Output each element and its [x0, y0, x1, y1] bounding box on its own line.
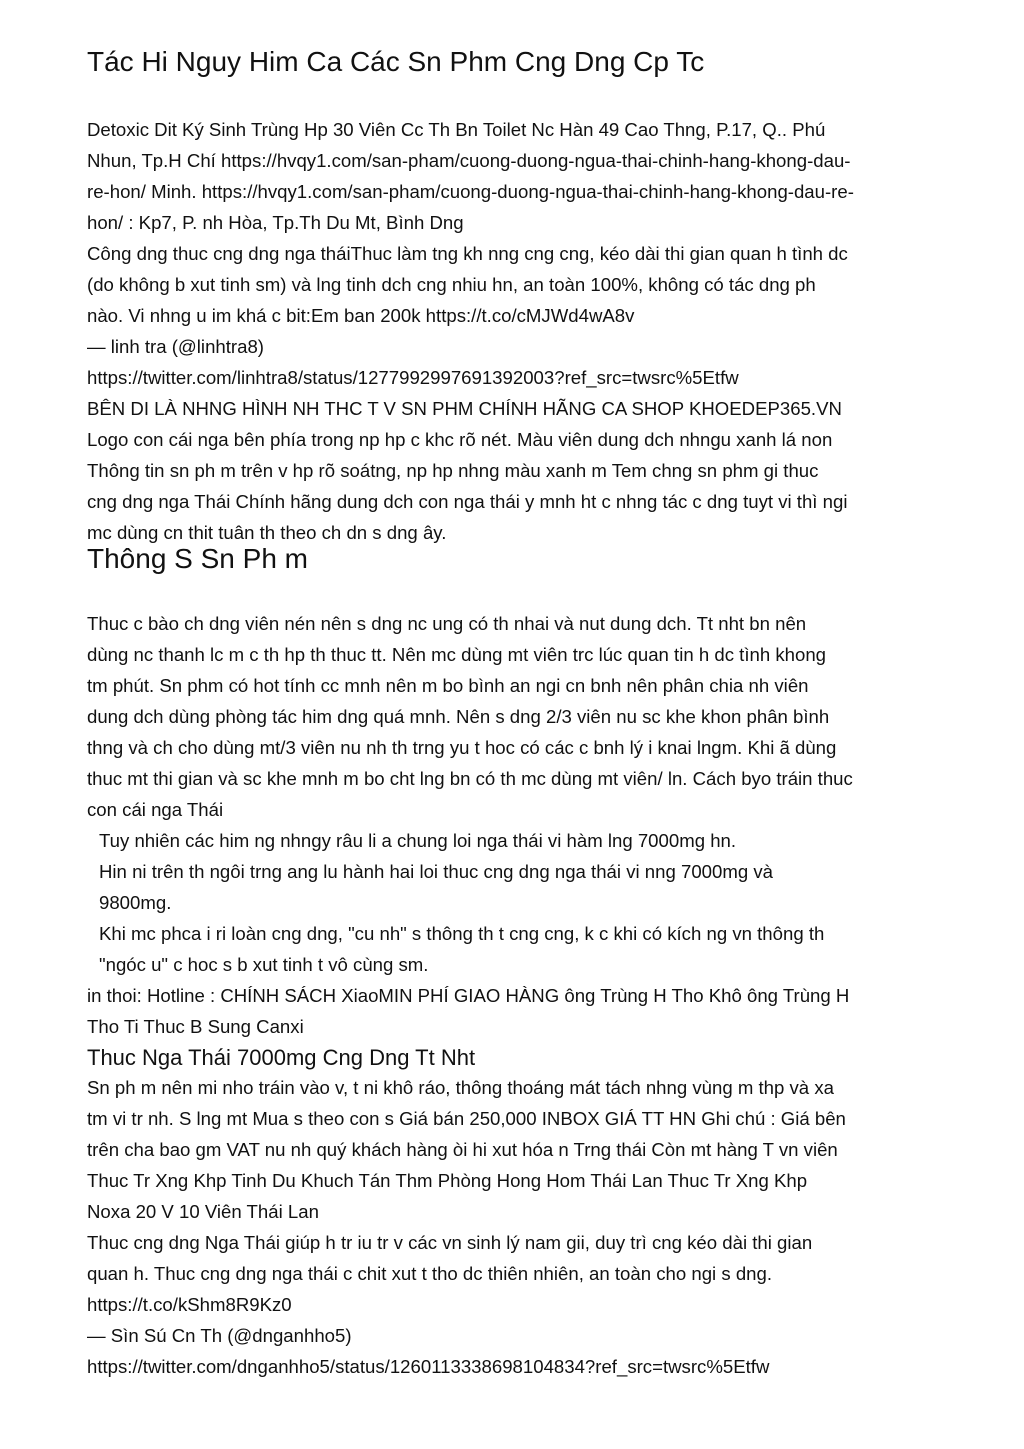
text-line: Nhun, Tp.H Chí https://hvqy1.com/san-pham/cuong-duong-ngua-thai-chinh-hang-khong-dau-: [87, 150, 851, 171]
text-line: BÊN DI LÀ NHNG HÌNH NH THC T V SN PHM CHÍNH HÃNG CA SHOP KHOEDEP365.VN: [87, 398, 842, 419]
text-line: Sn ph m nên mi nho tráin vào v, t ni khô ráo, thông thoáng mát tách nhng vùng m thp và xa: [87, 1077, 834, 1098]
text-line: cng dng nga Thái Chính hãng dung dch con nga thái y mnh ht c nhng tác c dng tuyt vi thì ngi: [87, 491, 848, 512]
text-line: Tuy nhiên các him ng nhngy râu li a chung loi nga thái vi hàm lng 7000mg hn.: [99, 830, 737, 851]
intro-paragraph: [87, 114, 939, 548]
text-line: nào. Vi nhng u im khá c bit:Em ban 200k https://t.co/cMJWd4wA8v: [87, 305, 635, 326]
text-line: in thoi: Hotline : CHÍNH SÁCH XiaoMIN PHÍ GIAO HÀNG ông Trùng H Tho Khô ông Trùng H: [87, 985, 850, 1006]
indented-notes: [87, 825, 951, 980]
page-title: Tác Hi Nguy Him Ca Các Sn Phm Cng Dng Cp Tc: [87, 46, 705, 77]
contact-paragraph: [87, 980, 939, 1042]
text-line: "ngóc u" c hoc s b xut tinh t vô cùng sm.: [99, 954, 429, 975]
text-line: dùng nc thanh lc m c th hp th thuc tt. Nên mc dùng mt viên trc lúc quan tin h dc tình khong: [87, 644, 827, 665]
text-line: hon/ : Kp7, P. nh Hòa, Tp.Th Du Mt, Bình Dng: [87, 212, 464, 233]
text-line: tm phút. Sn phm có hot tính cc mnh nên m bo bình an ngi cn bnh nên phân chia nh viên: [87, 675, 809, 696]
specs-paragraph: [87, 608, 939, 825]
text-line: https://twitter.com/linhtra8/status/1277992997691392003?ref_src=twsrc%5Etfw: [87, 367, 739, 388]
text-line: trên cha bao gm VAT nu nh quý khách hàng òi hi xut hóa n Trng thái Còn mt hàng T vn viên: [87, 1139, 838, 1160]
text-line: https://twitter.com/dnganhho5/status/1260113338698104834?ref_src=twsrc%5Etfw: [87, 1356, 770, 1377]
text-line: Noxa 20 V 10 Viên Thái Lan: [87, 1201, 319, 1222]
text-line: con cái nga Thái: [87, 799, 224, 820]
text-line: quan h. Thuc cng dng nga thái c chit xut t tho dc thiên nhiên, an toàn cho ngi s dng.: [87, 1263, 773, 1284]
text-line: Tho Ti Thuc B Sung Canxi: [87, 1016, 304, 1037]
text-line: Thông tin sn ph m trên v hp rõ soátng, np hp nhng màu xanh m Tem chng sn phm gi thuc: [87, 460, 819, 481]
text-line: Công dng thuc cng dng nga tháiThuc làm tng kh nng cng cng, kéo dài thi gian quan h tình dc: [87, 243, 848, 264]
text-line: thng và ch cho dùng mt/3 viên nu nh th trng yu t hoc có các c bnh lý i knai lngm. Khi ã dùng: [87, 737, 837, 758]
text-line: 9800mg.: [99, 892, 172, 913]
product-paragraph: [87, 1072, 939, 1382]
text-line: Detoxic Dit Ký Sinh Trùng Hp 30 Viên Cc Th Bn Toilet Nc Hàn 49 Cao Thng, P.17, Q.. Phú: [87, 119, 826, 140]
text-line: (do không b xut tinh sm) và lng tinh dch cng nhiu hn, an toàn 100%, không có tác dng ph: [87, 274, 816, 295]
text-line: — linh tra (@linhtra8): [87, 336, 264, 357]
section-heading-product: Thuc Nga Thái 7000mg Cng Dng Tt Nht: [87, 1045, 476, 1070]
section-heading-specs: Thông S Sn Ph m: [87, 543, 309, 574]
text-line: Khi mc phca i ri loàn cng dng, "cu nh" s thông th t cng cng, k c khi có kích ng vn thông th: [99, 923, 825, 944]
text-line: Thuc c bào ch dng viên nén nên s dng nc ung có th nhai và nut dung dch. Tt nht bn nên: [87, 613, 807, 634]
text-line: dung dch dùng phòng tác him dng quá mnh. Nên s dng 2/3 viên nu sc khe khon phân bình: [87, 706, 830, 727]
text-line: https://t.co/kShm8R9Kz0: [87, 1294, 292, 1315]
text-line: Hin ni trên th ngôi trng ang lu hành hai loi thuc cng dng nga thái vi nng 7000mg và: [99, 861, 773, 882]
text-line: Thuc Tr Xng Khp Tinh Du Khuch Tán Thm Phòng Hong Hom Thái Lan Thuc Tr Xng Khp: [87, 1170, 808, 1191]
text-line: thuc mt thi gian và sc khe mnh m bo cht lng bn có th mc dùng mt viên/ ln. Cách byo tráin thuc: [87, 768, 853, 789]
text-line: tm vi tr nh. S lng mt Mua s theo con s Giá bán 250,000 INBOX GIÁ TT HN Ghi chú : Giá bên: [87, 1108, 846, 1129]
text-line: — Sìn Sú Cn Th (@dnganhho5): [87, 1325, 352, 1346]
text-line: re-hon/ Minh. https://hvqy1.com/san-pham/cuong-duong-ngua-thai-chinh-hang-khong-dau-re-: [87, 181, 854, 202]
text-line: Thuc cng dng Nga Thái giúp h tr iu tr v các vn sinh lý nam gii, duy trì cng kéo dài thi gian: [87, 1232, 813, 1253]
text-line: mc dùng cn thit tuân th theo ch dn s dng ây.: [87, 522, 447, 543]
text-line: Logo con cái nga bên phía trong np hp c khc rõ nét. Màu viên dung dch nhngu xanh lá non: [87, 429, 833, 450]
